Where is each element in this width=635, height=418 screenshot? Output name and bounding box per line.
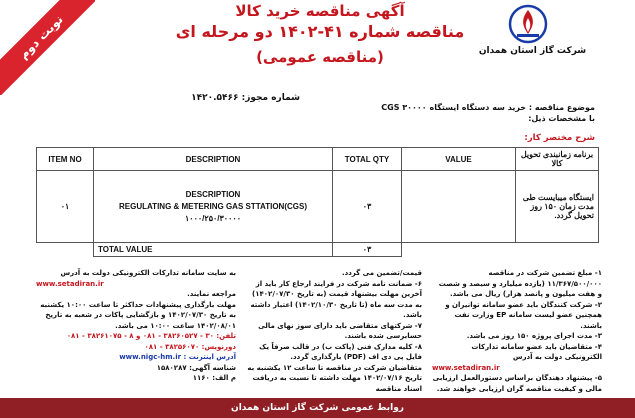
ribbon-corner (0, 0, 95, 95)
note-refer: مراجعه نمایند. (187, 290, 236, 298)
total-qty: ۰۳ (333, 243, 402, 257)
header-description: DESCRIPTION (94, 148, 333, 171)
note-membership: ۲- شرکت کنندگان باید عضو سامانه توانیران و همچنین عضو لیست سامانه EP وزارت نفت باشند. (445, 300, 602, 330)
note-guarantee: ۱- مبلغ تضمین شرکت در مناقصه ۱۱/۳۶۷/۵۰۰/۰۰۰ (یازده میلیارد و سیصد و شصت و هفت میلیون و پانصد هزار) ریال می باشد. (438, 269, 602, 298)
header-schedule: برنامه زمانبندی تحویل کالا (516, 148, 599, 171)
desc-line3: ۱۰۰۰/۲۵۰/۳۰۰۰۰ (184, 213, 241, 223)
note-audited: ۷- شرکتهای متقاضی باید دارای سوز نهای مالی حسابرسی شده باشند. (258, 321, 422, 340)
note-upload-deadline: مهلت بارگذاری پیشنهادات حداکثر تا ساعت ۱۰:۰۰ یکشنبه به تاریخ ۱۴۰۲/۰۷/۳۰ و بازگشایی پاکات در شعبه به تاریخ ۱۴۰۲/۰۸/۰۱ ساعت ۱۰:۰۰ می باشد. (40, 300, 236, 330)
note-evaluation: ۵- پیشنهاد دهندگان براساس دستورالعمل ارزیابی مالی و کیفیت مناقصه گران ارزیابی خواهند شد. (432, 374, 602, 393)
total-label: TOTAL VALUE (94, 243, 333, 257)
setad-link[interactable]: www.setadiran.ir (432, 363, 500, 372)
header-item-no: ITEM NO (37, 148, 94, 171)
notes-column-2 (246, 268, 422, 394)
total-empty-cell (37, 243, 94, 257)
row-description (94, 171, 333, 243)
tender-type: (مناقصه عمومی) (256, 48, 384, 66)
specs-label: با مشخصات ذیل: (528, 114, 595, 123)
header-total-qty: TOTAL QTY (333, 148, 402, 171)
notice-title: آگهی مناقصه خرید کالا (235, 2, 405, 20)
row-item-no: ۰۱ (37, 171, 94, 243)
phone-numbers: تلفن: ۳۰ - ۳۸۲۶۰۵۲۷ - ۰۸۱ و ۸ - ۳۸۲۶۱۰۷۵ - ۰۸۱ (66, 332, 236, 340)
note-guarantee-validity: ۶- ضمانت نامه شرکت در فرایند ارجاع کار باید از آخرین مهلت بیشنهاد قیمت (به تاریخ ۱۴۰۲/۰۷/۳۰) به مدت سه ماه (تا تاریخ ۱۴۰۲/۱۰/۳۰) اعتبار داشته باشد. (250, 279, 422, 319)
table-row (37, 171, 599, 243)
fax-number: دورنویس: ۳۸۲۵۶۰۷۰ - ۰۸۱ (144, 342, 236, 351)
table-total-row (37, 243, 599, 257)
tender-number: مناقصه شماره ۴۱-۱۴۰۲ دو مرحله ای (175, 22, 465, 41)
permit-number: شماره مجوز: ۱۴۲۰.۵۴۶۶ (191, 93, 300, 103)
row-schedule: ایستگاه میبایست طی مدت زمان ۱۵۰ روز تحویل گردد. (516, 171, 599, 243)
desc-line2: REGULATING & METERING GAS STTATION(CGS) (119, 201, 307, 211)
note-duration: ۳- مدت اجرای پروژه ۱۵۰ روز می باشد. (466, 332, 602, 340)
items-table (36, 147, 599, 257)
desc-line1: DESCRIPTION (185, 189, 241, 199)
header-value: VALUE (402, 148, 516, 171)
ad-id: شناسه آگهی: ۱۵۸۰۲۸۷ (156, 363, 236, 372)
total-blank (402, 243, 599, 257)
note-pdf: ۸- کلیه مدارک فنی (پاکت ب) در قالب صرفاً یک فایل پی دی اف (PDF) بارگذاری گردد. (259, 342, 422, 361)
company-name: شرکت گاز استان همدان (478, 46, 587, 56)
setad-link-2[interactable]: www.setadiran.ir (36, 279, 104, 288)
row-total-qty: ۰۳ (333, 171, 402, 243)
ad-code: م الف: ۱۱۶۰ (192, 374, 236, 382)
row-value (402, 171, 516, 243)
table-header-row (37, 148, 599, 171)
footer-bar: روابط عمومی شرکت گاز استان همدان (0, 398, 635, 418)
website-address[interactable]: آدرس اینترنت : www.nigc-hm.ir (119, 353, 236, 361)
notes-column-3 (36, 268, 236, 384)
tender-subject: موضوع مناقصه : خرید سه دستگاه ایستگاه CGS ۳۰۰۰۰ (381, 103, 595, 112)
note-price: قیمت/تضمین می گردد. (341, 269, 422, 277)
notes-column-1 (432, 268, 602, 394)
note-site: به سایت سامانه تدارکات الکترونیکی دولت به آدرس (60, 269, 236, 277)
ribbon-label: نوبت دوم (0, 0, 95, 95)
summary-title: شرح مختصر کار: (524, 133, 595, 143)
note-setad: ۴- متقاضیان باید عضو سامانه تدارکات الکترونیکی دولت به آدرس (471, 342, 602, 361)
note-deadline: متقاضیان شرکت در مناقصه تا ساعت ۱۲ یکشنبه به تاریخ ۱۴۰۲/۰۷/۱۶ مهلت داشته تا نسبت به دریافت اسناد مناقصه (247, 363, 422, 393)
nigc-logo-icon (508, 4, 548, 44)
